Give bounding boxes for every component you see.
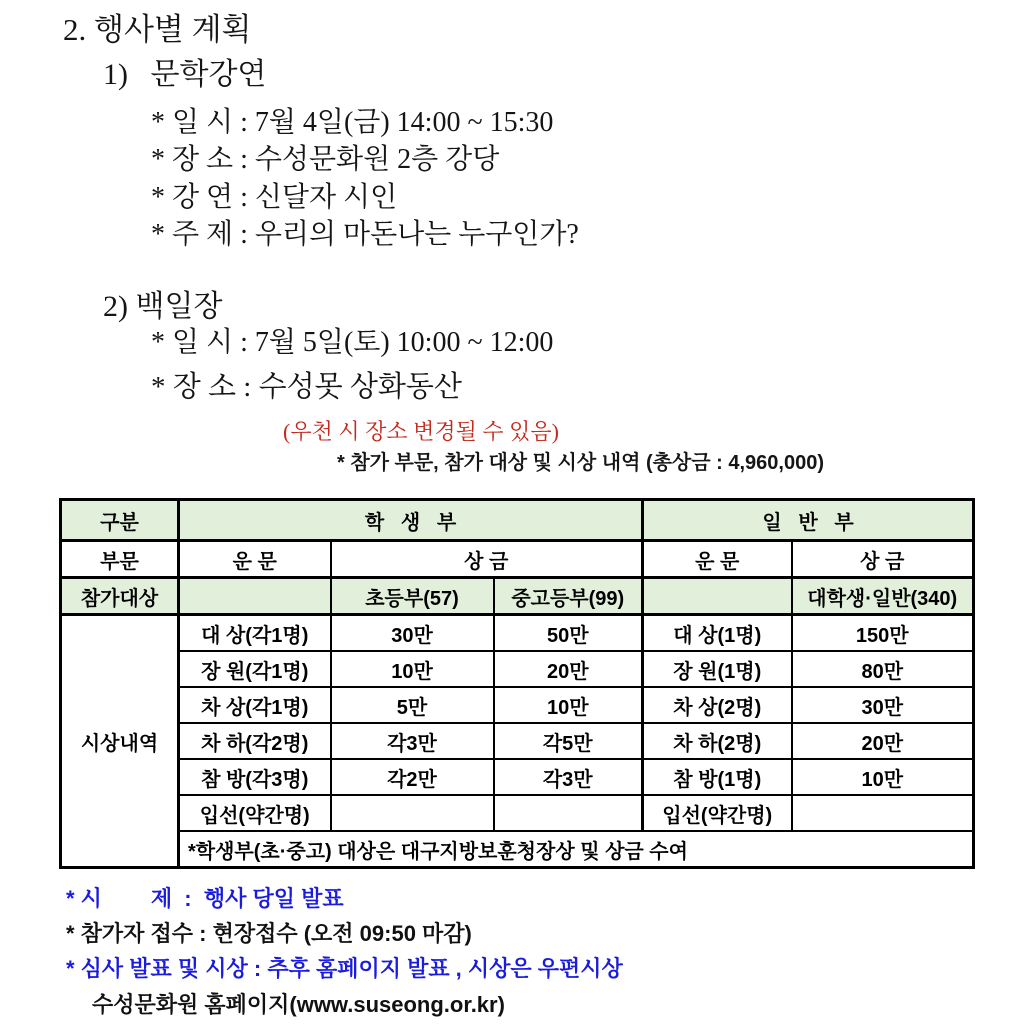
award-value-cell: 20만 (792, 723, 974, 759)
eligibility-cell-elementary: 초등부(57) (331, 578, 494, 615)
section1-heading: 1) 문학강연 (103, 58, 267, 91)
award-value-cell: 10만 (494, 687, 643, 723)
header-cell-gubun: 구분 (61, 500, 179, 541)
award-value-cell: 80만 (792, 651, 974, 687)
award-name-cell: 입선(약간명) (643, 795, 792, 831)
table-header-row-2 (61, 541, 974, 578)
table-row-ipseon (61, 795, 974, 831)
award-value-cell: 20만 (494, 651, 643, 687)
header-cell-student-verse: 운 문 (179, 541, 331, 578)
section1-item-topic: * 주 제 : 우리의 마돈나는 누구인가? (151, 219, 579, 250)
award-name-cell: 차 하(2명) (643, 723, 792, 759)
award-name-cell: 대 상(1명) (643, 615, 792, 652)
award-value-cell: 150만 (792, 615, 974, 652)
award-name-cell: 차 하(각2명) (179, 723, 331, 759)
section1-item-datetime: * 일 시 : 7월 4일(금) 14:00 ~ 15:30 (151, 107, 554, 138)
table-row-chambang (61, 759, 974, 795)
footer-registration-line: * 참가자 접수 : 현장접수 (오전 09:50 마감) (66, 921, 472, 946)
rain-change-note: (우천 시 장소 변경될 수 있음) (283, 419, 559, 444)
table-footnote-cell: *학생부(초·중고) 대상은 대구지방보훈청장상 및 상금 수여 (179, 831, 974, 868)
eligibility-cell-empty-2 (643, 578, 792, 615)
award-value-cell: 각5만 (494, 723, 643, 759)
award-value-cell: 10만 (331, 651, 494, 687)
section2-heading: 2) 백일장 (103, 290, 223, 323)
award-value-cell: 각3만 (331, 723, 494, 759)
section2-item-datetime: * 일 시 : 7월 5일(토) 10:00 ~ 12:00 (151, 327, 554, 358)
awards-label-cell: 시상내역 (61, 615, 179, 868)
award-value-cell: 10만 (792, 759, 974, 795)
prize-summary-line: * 참가 부문, 참가 대상 및 시상 내역 (총상금 : 4,960,000) (337, 452, 824, 474)
section1-item-lecturer: * 강 연 : 신달자 시인 (151, 182, 398, 213)
award-value-cell: 50만 (494, 615, 643, 652)
footer-homepage-line: 수성문화원 홈페이지(www.suseong.or.kr) (92, 992, 505, 1017)
section1-item-location: * 장 소 : 수성문화원 2층 강당 (151, 144, 500, 175)
award-name-cell: 참 방(1명) (643, 759, 792, 795)
award-name-cell: 차 상(각1명) (179, 687, 331, 723)
award-name-cell: 참 방(각3명) (179, 759, 331, 795)
award-name-cell: 차 상(2명) (643, 687, 792, 723)
award-name-cell: 장 원(1명) (643, 651, 792, 687)
prize-table-wrapper (59, 498, 972, 869)
header-cell-general-verse: 운 문 (643, 541, 792, 578)
award-name-cell: 장 원(각1명) (179, 651, 331, 687)
award-value-cell: 각2만 (331, 759, 494, 795)
table-header-row-1 (61, 500, 974, 541)
award-name-cell: 입선(약간명) (179, 795, 331, 831)
table-row-jangwon (61, 651, 974, 687)
eligibility-cell-empty-1 (179, 578, 331, 615)
award-value-cell (792, 795, 974, 831)
header-cell-bumun: 부문 (61, 541, 179, 578)
award-value-cell (331, 795, 494, 831)
eligibility-cell-secondary: 중고등부(99) (494, 578, 643, 615)
eligibility-label-cell: 참가대상 (61, 578, 179, 615)
header-cell-general-prize: 상 금 (792, 541, 974, 578)
table-row-chasang (61, 687, 974, 723)
award-value-cell: 30만 (331, 615, 494, 652)
header-cell-general-division: 일 반 부 (643, 500, 974, 541)
section2-item-location: * 장 소 : 수성못 상화동산 (151, 371, 462, 403)
award-value-cell (494, 795, 643, 831)
page-title: 2. 행사별 계획 (63, 12, 252, 47)
eligibility-cell-general: 대학생·일반(340) (792, 578, 974, 615)
table-row-chaha (61, 723, 974, 759)
award-value-cell: 30만 (792, 687, 974, 723)
footer-topic-line: * 시 제 : 행사 당일 발표 (66, 886, 344, 911)
prize-table (59, 498, 975, 869)
award-value-cell: 5만 (331, 687, 494, 723)
header-cell-student-division: 학 생 부 (179, 500, 643, 541)
table-row-eligibility (61, 578, 974, 615)
award-value-cell: 각3만 (494, 759, 643, 795)
table-row-grand-prize (61, 615, 974, 652)
table-footnote-row (61, 831, 974, 868)
header-cell-student-prize: 상 금 (331, 541, 643, 578)
award-name-cell: 대 상(각1명) (179, 615, 331, 652)
footer-announcement-line: * 심사 발표 및 시상 : 추후 홈페이지 발표 , 시상은 우편시상 (66, 956, 623, 981)
